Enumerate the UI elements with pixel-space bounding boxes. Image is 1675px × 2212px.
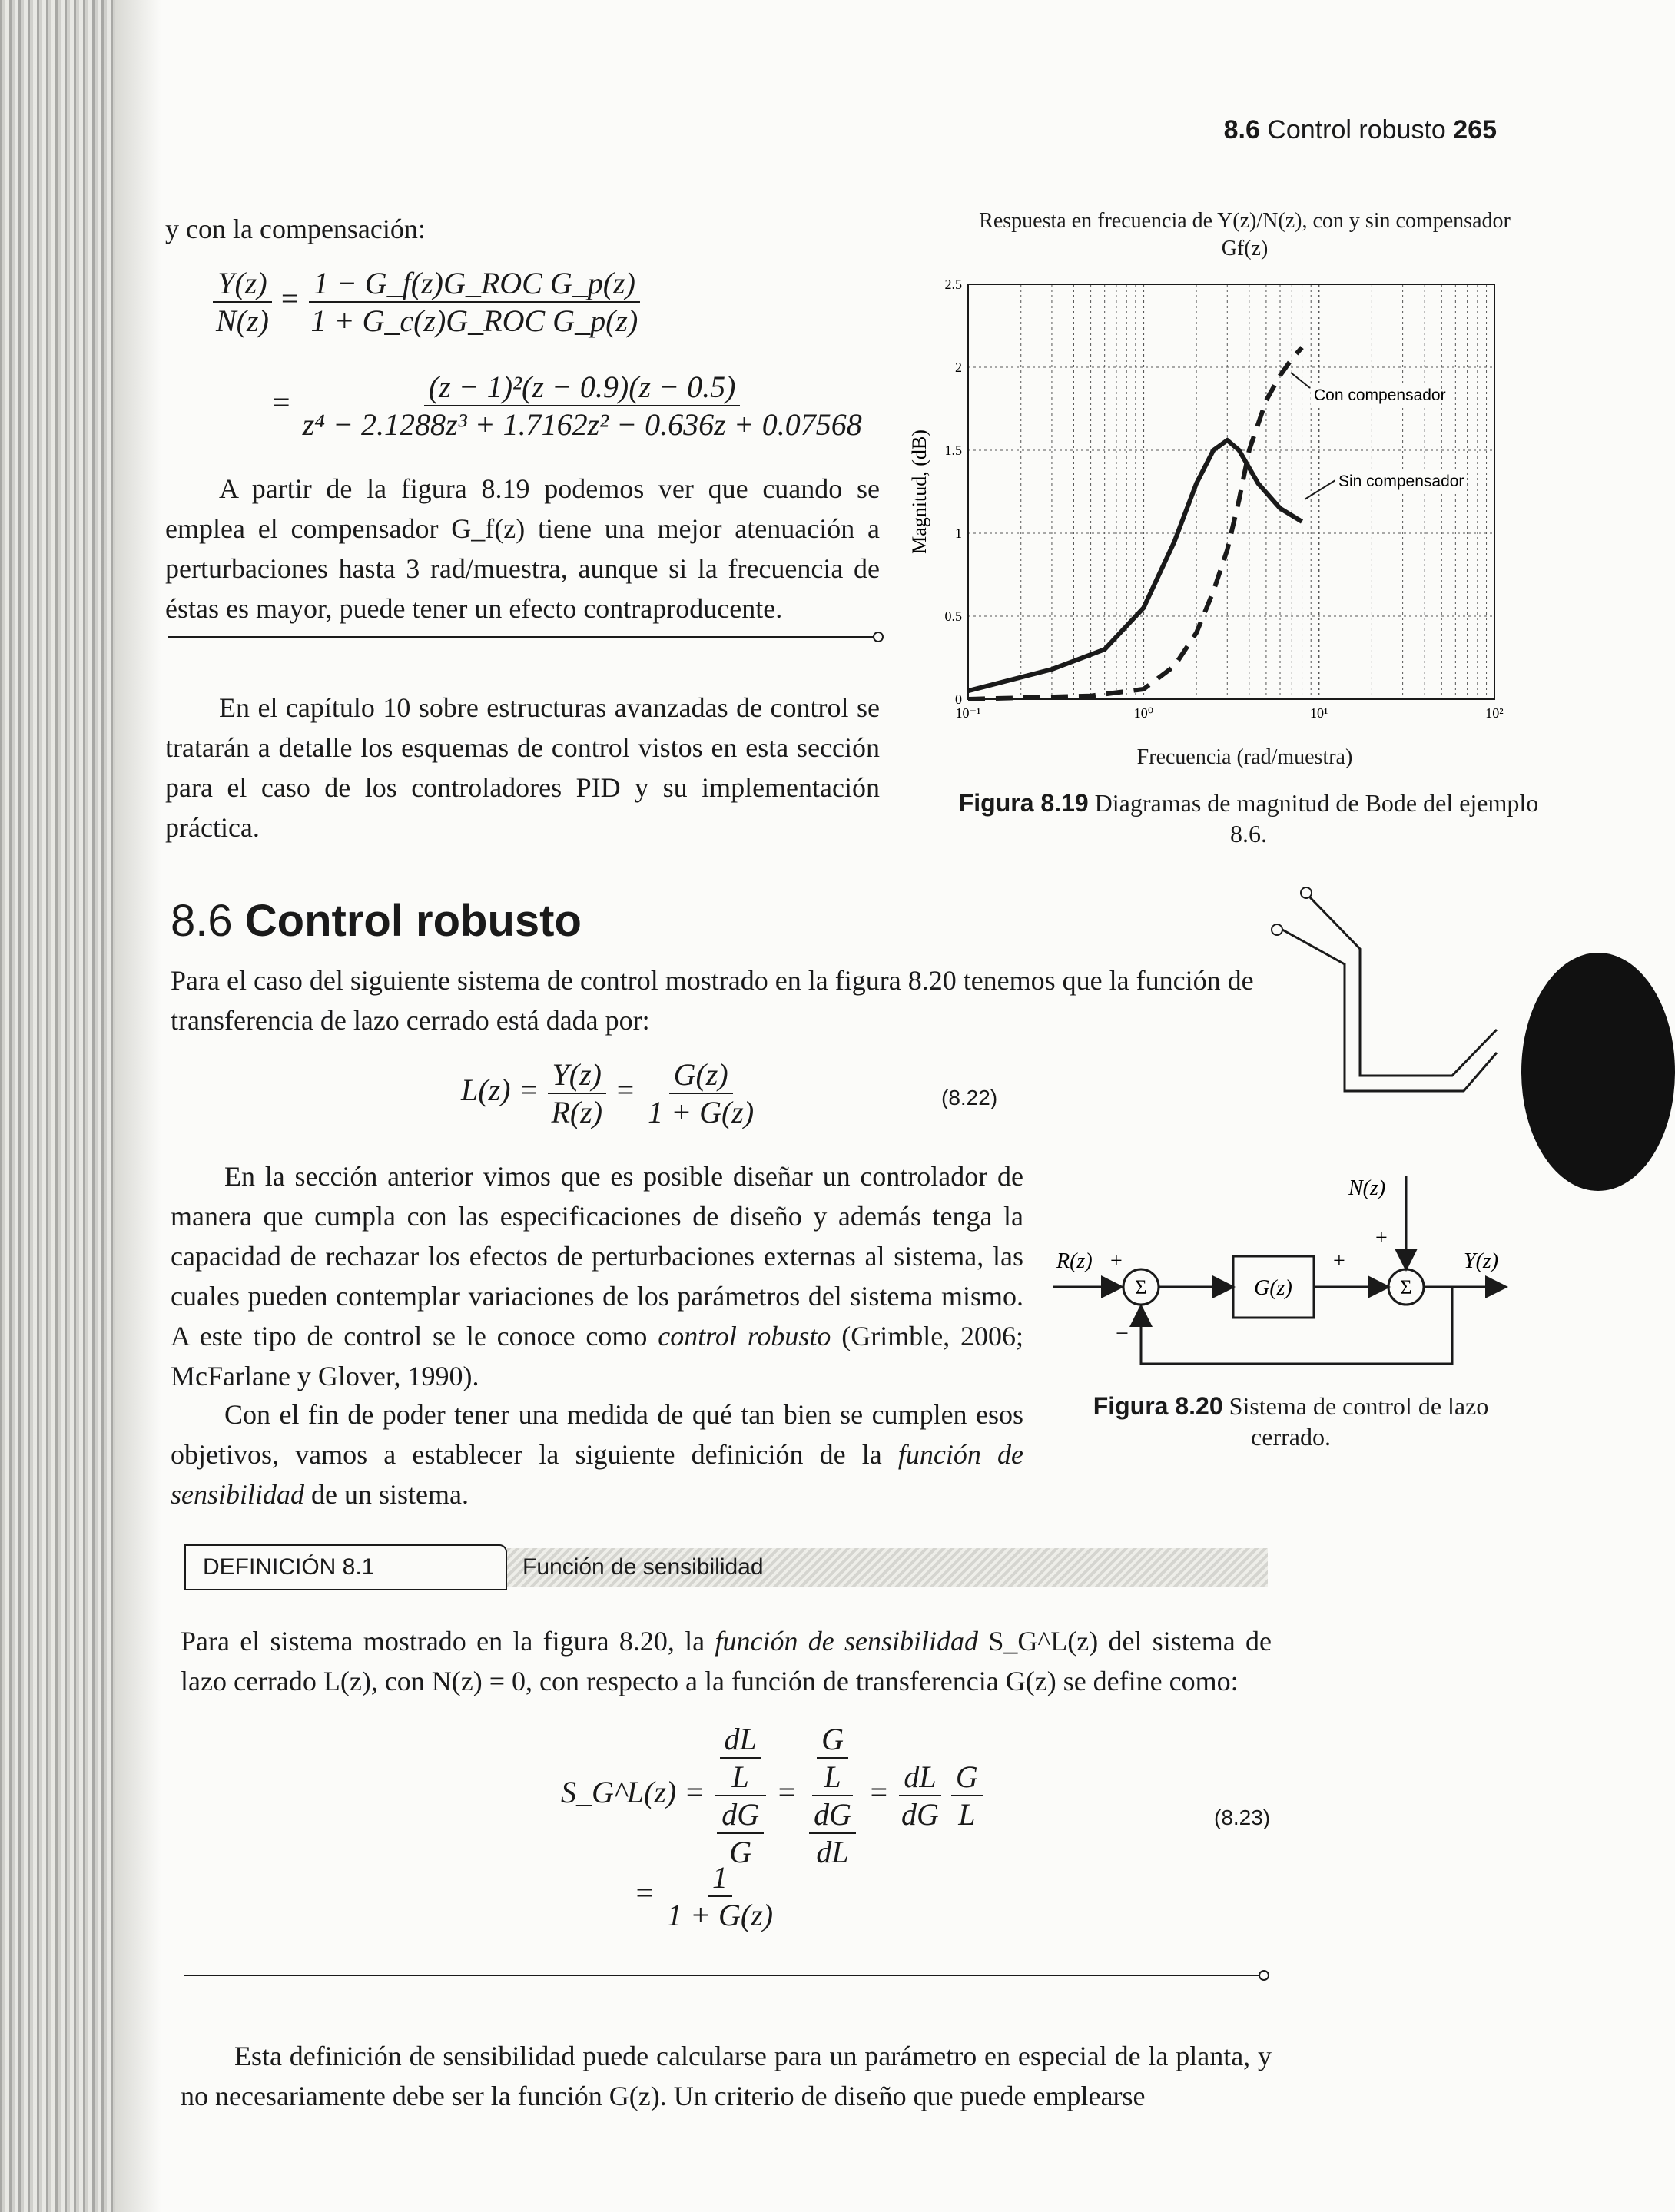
paragraph-6-end: S_G^L(z) del sistema de lazo cerrado L(z), con N(z) = 0, con respecto a la función de transferencia G(z) se define como: [181,1626,1272,1696]
diagram-plus-1: + [1110,1249,1123,1273]
figure-8-20-caption-text: Sistema de control de lazo cerrado. [1229,1392,1489,1451]
page-spine-gradient [115,0,161,2212]
equation-8-22: L(z) = $\frac{Y(z)}{R(z)}$ = $\frac{G(z)}{1 + G(z)}$ [461,1056,758,1130]
equation-yn-expanded: = $\frac{\text{(z − 1)²(z − 0.9)(z − 0.5)}}{\text{z⁴ − 2.1288z³ + 1.7162z² − 0.636z + 0.07568}}$ [273,369,867,443]
paragraph-3: Para el caso del siguiente sistema de control mostrado en la figura 8.20 tenemos que la función de transferencia de lazo cerrado está dada por: [171,965,1254,1036]
eq822-den2: 1 + G(z) [648,1095,755,1129]
paragraph-6-text: Para el sistema mostrado en la figura 8.20, la [181,1626,705,1657]
definition-title: Función de sensibilidad [507,1548,1268,1587]
eq-yn-rhs2-num: (z − 1)²(z − 0.9)(z − 0.5) [424,369,741,406]
eq-yn-rhs1-num: 1 − G_f(z)G_ROC G_p(z) [309,265,640,303]
diagram-feedback [1141,1287,1452,1364]
series-sin-compensador [968,440,1302,691]
paragraph-6 [181,1621,1272,1701]
paragraph-7: Esta definición de sensibilidad puede calcularse para un parámetro en especial de la planta, y no necesariamente debe ser la función G(z). Un criterio de diseño que puede emplearse [181,2041,1272,2111]
figure-8-19-title: Respuesta en frecuencia de Y(z)/N(z), con y sin compensador Gf(z) [979,209,1511,260]
diagram-minus: − [1116,1321,1129,1346]
eq822-num1: Y(z) [548,1056,606,1094]
diagram-sum-1-label: Σ [1135,1276,1147,1298]
running-head-section: 8.6 [1223,115,1260,144]
y-tick-label: 0.5 [944,609,962,624]
figure-8-20-diagram [1045,1160,1537,1383]
equation-8-22-number: (8.22) [941,1086,998,1109]
eq823-result-num: 1 [708,1859,732,1897]
x-tick-label: 10⁰ [1133,705,1153,721]
y-tick-label: 2.5 [944,277,962,292]
y-axis-label: Magnitud, (dB) [908,429,930,554]
paragraph-4-end: (Grimble, 2006; McFarlane y Glover, 1990). [171,1321,1024,1391]
equation-8-23: S_G^L(z) = $\frac{\frac{dL}{L}}{\frac{dG}{G}}$ = $\frac{\frac{G}{L}}{\frac{dG}{dL}}$ = $\frac{dL}{dG}$ $\frac{G}{L}$ [561,1721,983,1870]
diagram-y: Y(z) [1464,1249,1499,1273]
x-tick-label: 10¹ [1309,705,1328,721]
annotation-con-arrow [1291,373,1310,388]
x-tick-label: 10⁻¹ [955,705,981,721]
diagram-r: R(z) [1056,1249,1093,1273]
eq822-num2: G(z) [669,1056,733,1094]
paragraph-5 [171,1395,1023,1514]
paragraph-4-term: control robusto [658,1321,831,1351]
section-number: 8.6 [171,896,233,946]
annotation-sin-arrow [1305,480,1335,499]
figure-8-19-caption-label: Figura 8.19 [958,789,1089,817]
eq822-lhs: L(z) = [461,1073,539,1108]
paragraph-2: En el capítulo 10 sobre estructuras avanzadas de control se tratarán a detalle los esquemas de control vistos en esta sección para el caso de los controladores PID y su implementación práctica. [165,692,880,843]
definition-label: DEFINICIÓN 8.1 [184,1544,507,1590]
paragraph-6-term: función de sensibilidad [715,1626,979,1657]
figure-8-20-caption-label: Figura 8.20 [1093,1392,1223,1420]
diagram-plus-2: + [1333,1249,1345,1273]
eq-yn-rhs1-den: 1 + G_c(z)G_ROC G_p(z) [310,303,638,338]
section-heading [171,895,582,947]
running-head-title: Control robusto [1267,115,1446,144]
eq-yn-rhs2-den: z⁴ − 2.1288z³ + 1.7162z² − 0.636z + 0.07568 [302,407,862,442]
equation-8-23-result: = $\frac{1}{1 + G(z)}$ [634,1859,778,1933]
eq822-den1: R(z) [551,1095,603,1129]
decorative-trace [1268,876,1498,1122]
eq-yn-lhs-num: Y(z) [213,265,271,303]
y-tick-label: 1 [955,526,962,541]
figure-8-19-caption [953,788,1544,849]
x-tick-label: 10² [1485,705,1504,721]
y-tick-label: 0 [955,691,962,707]
figure-8-19-chart [884,269,1504,745]
paragraph-5-term: función de sensibilidad [171,1439,1023,1510]
running-head [1224,115,1497,145]
annotation-sin: Sin compensador [1338,473,1464,490]
annotation-con: Con compensador [1314,386,1446,404]
figure-8-19-caption-text: Diagramas de magnitud de Bode del ejemplo 8.6. [1094,789,1539,847]
intro-text: y con la compensación: [165,214,426,244]
diagram-g-label: G(z) [1254,1276,1292,1300]
paragraph-5-end: de un sistema. [311,1479,469,1510]
decorative-disk [1521,953,1675,1191]
y-tick-label: 2 [955,360,962,375]
diagram-plus-3: + [1375,1226,1388,1250]
section-title: Control robusto [244,896,582,946]
equation-8-23-number: (8.23) [1214,1806,1271,1829]
figure-8-20-caption [1076,1391,1506,1452]
x-tick-labels [956,705,1504,721]
eq-yn-lhs-den: N(z) [216,303,269,338]
definition-end-rule [184,1975,1260,1976]
paragraph-4 [171,1156,1023,1396]
paragraph-4-text: En la sección anterior vimos que es posible diseñar un controlador de manera que cumpla con las especificaciones de diseño y además tenga la capacidad de rechazar los efectos de perturbaciones externas al sistema, las cuales pueden contemplar variaciones de los parámetros del sistema mismo. A este tipo de control se le conoce como [171,1161,1023,1351]
y-tick-label: 1.5 [944,443,962,458]
x-axis-label: Frecuencia (rad/muestra) [1136,745,1353,769]
example-end-rule [168,636,874,638]
y-tick-labels [945,277,963,707]
page-spine-shadow [0,0,115,2212]
running-head-page: 265 [1453,115,1497,144]
paragraph-5-text: Con el fin de poder tener una medida de qué tan bien se cumplen esos objetivos, vamos a establecer la siguiente definición de la [171,1399,1023,1470]
eq823-lhs: S_G^L(z) = [561,1775,705,1810]
eq823-result-den: 1 + G(z) [667,1898,774,1932]
diagram-sum-2-label: Σ [1400,1276,1412,1298]
paragraph-1: A partir de la figura 8.19 podemos ver que cuando se emplea el compensador G_f(z) tiene una mejor atenuación a perturbaciones hasta 3 rad/muestra, aunque si la frecuencia de éstas es mayor, puede tener un efecto contraproducente. [165,473,880,624]
series-con-compensador [968,347,1302,699]
equation-yn: $\frac{Y(z)}{N(z)}$ = $\frac{\text{1 − G\_f(z)G\_ROC G\_p(z)}}{\text{1 + G\_c(z)G\_ROC G\_p(z)}}$ [211,265,642,339]
diagram-n: N(z) [1348,1176,1386,1200]
